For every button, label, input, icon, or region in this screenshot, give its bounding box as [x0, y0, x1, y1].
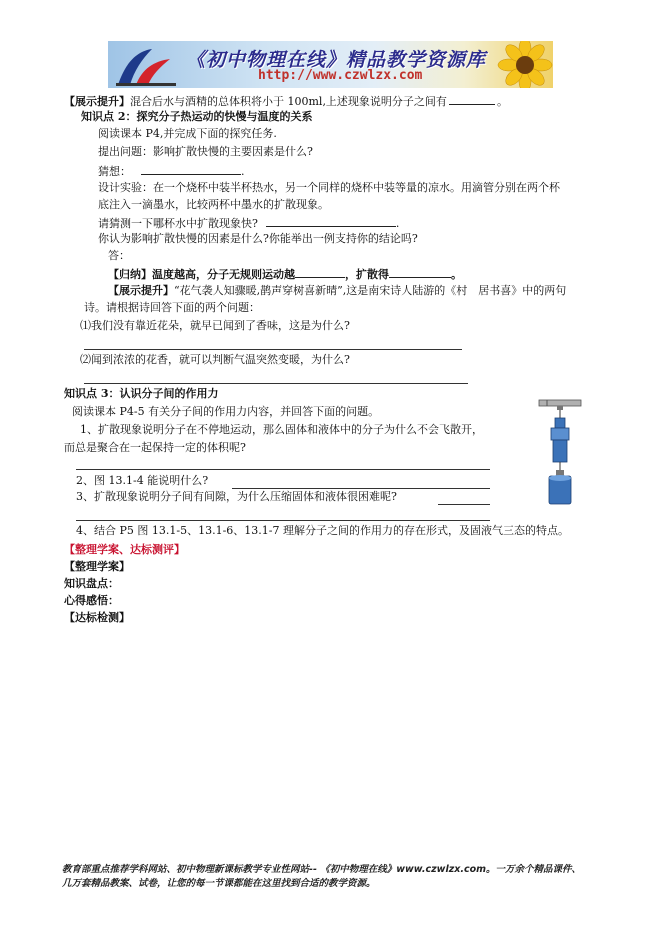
- footer-line-1: 教育部重点推荐学科网站、初中物理新课标教学专业性网站-- 《初中物理在线》www.czwlzx.com。一万余个精品课件、: [62, 864, 582, 875]
- answer-blank[interactable]: [141, 163, 241, 175]
- poem-line-1: 【展示提升】“花气袭人知骤暖,鹊声穿树喜新晴”,这是南宋诗人陆游的《村 居书喜》中的两句: [108, 284, 567, 297]
- text-line: 阅读课本 P4,并完成下面的探究任务.: [98, 127, 277, 140]
- knowledge-point-2-heading: 知识点 2：探究分子热运动的快慢与温度的关系: [81, 110, 313, 123]
- question-item-1a: 1、扩散现象说明分子在不停地运动，那么固体和液体中的分子为什么不会飞散开，: [80, 423, 483, 436]
- knowledge-point-3-heading: 知识点 3：认识分子间的作用力: [64, 387, 219, 400]
- text-line: 设计实验：在一个烧杯中装半杯热水，另一个同样的烧杯中装等量的凉水。用滴管分别在两个杯: [98, 181, 560, 194]
- wrapup-heading: 【整理学案、达标测评】: [64, 543, 185, 556]
- summary-tag: 【归纳】: [108, 268, 152, 281]
- section-tag: 【展示提升】: [64, 95, 130, 108]
- guess-line: 猜想： .: [98, 165, 245, 178]
- question-item-2: 2、图 13.1-4 能说明什么?: [76, 474, 209, 487]
- knowledge-review-label: 知识盘点：: [64, 577, 119, 590]
- answer-line[interactable]: [84, 383, 468, 384]
- predict-line: 请猜测一下哪杯水中扩散现象快? .: [98, 217, 400, 230]
- section-tag: 【展示提升】: [108, 284, 174, 297]
- display-line-1: 【展示提升】混合后水与酒精的总体积将小于 100ml,上述现象说明分子之间有 。: [64, 95, 508, 108]
- answer-blank[interactable]: [389, 266, 451, 278]
- assessment-heading: 【达标检测】: [64, 611, 130, 624]
- footer-line-2: 几万套精品教案、试卷，让您的每一节课都能在这里找到合适的教学资源。: [62, 878, 376, 889]
- lead-cylinders-figure: [535, 398, 585, 508]
- summary-line: 【归纳】温度越高，分子无规则运动越 ，扩散得 。: [108, 268, 462, 281]
- banner-url[interactable]: http://www.czwlzx.com: [258, 68, 423, 83]
- site-logo-icon: [112, 41, 182, 88]
- question-item-4: 4、结合 P5 图 13.1-5、13.1-6、13.1-7 理解分子之间的作用力的存在形式，及固液气三态的特点。: [76, 524, 570, 537]
- answer-label: 答：: [108, 249, 130, 262]
- answer-line[interactable]: [232, 488, 490, 489]
- page-footer: [62, 863, 622, 891]
- text-line: 提出问题：影响扩散快慢的主要因素是什么?: [98, 145, 313, 158]
- answer-blank[interactable]: [266, 215, 396, 227]
- header-banner: [108, 41, 553, 88]
- text-line: 底注入一滴墨水，比较两杯中墨水的扩散现象。: [98, 198, 329, 211]
- banner-title: 《初中物理在线》精品教学资源库: [186, 49, 487, 71]
- answer-line[interactable]: [76, 469, 490, 470]
- question-1: ⑴我们没有靠近花朵，就早已闻到了香味，这是为什么?: [80, 319, 350, 332]
- text-line: 你认为影响扩散快慢的因素是什么?你能举出一例支持你的结论吗?: [98, 232, 418, 245]
- question-item-3: 3、扩散现象说明分子间有间隙，为什么压缩固体和液体很困难呢?: [76, 490, 397, 503]
- text-line: 阅读课本 P4-5 有关分子间的作用力内容，并回答下面的问题。: [72, 405, 380, 418]
- answer-line[interactable]: [76, 520, 490, 521]
- answer-line[interactable]: [84, 349, 462, 350]
- organize-heading: 【整理学案】: [64, 560, 130, 573]
- answer-blank[interactable]: [449, 93, 495, 105]
- answer-line[interactable]: [438, 504, 490, 505]
- poem-line-2: 诗。请根据诗回答下面的两个问题：: [84, 301, 260, 314]
- reflection-label: 心得感悟：: [64, 594, 119, 607]
- question-item-1b: 而总是聚合在一起保持一定的体积呢?: [64, 441, 246, 454]
- question-2: ⑵闻到浓浓的花香，就可以判断气温突然变暖，为什么?: [80, 353, 350, 366]
- answer-blank[interactable]: [295, 266, 345, 278]
